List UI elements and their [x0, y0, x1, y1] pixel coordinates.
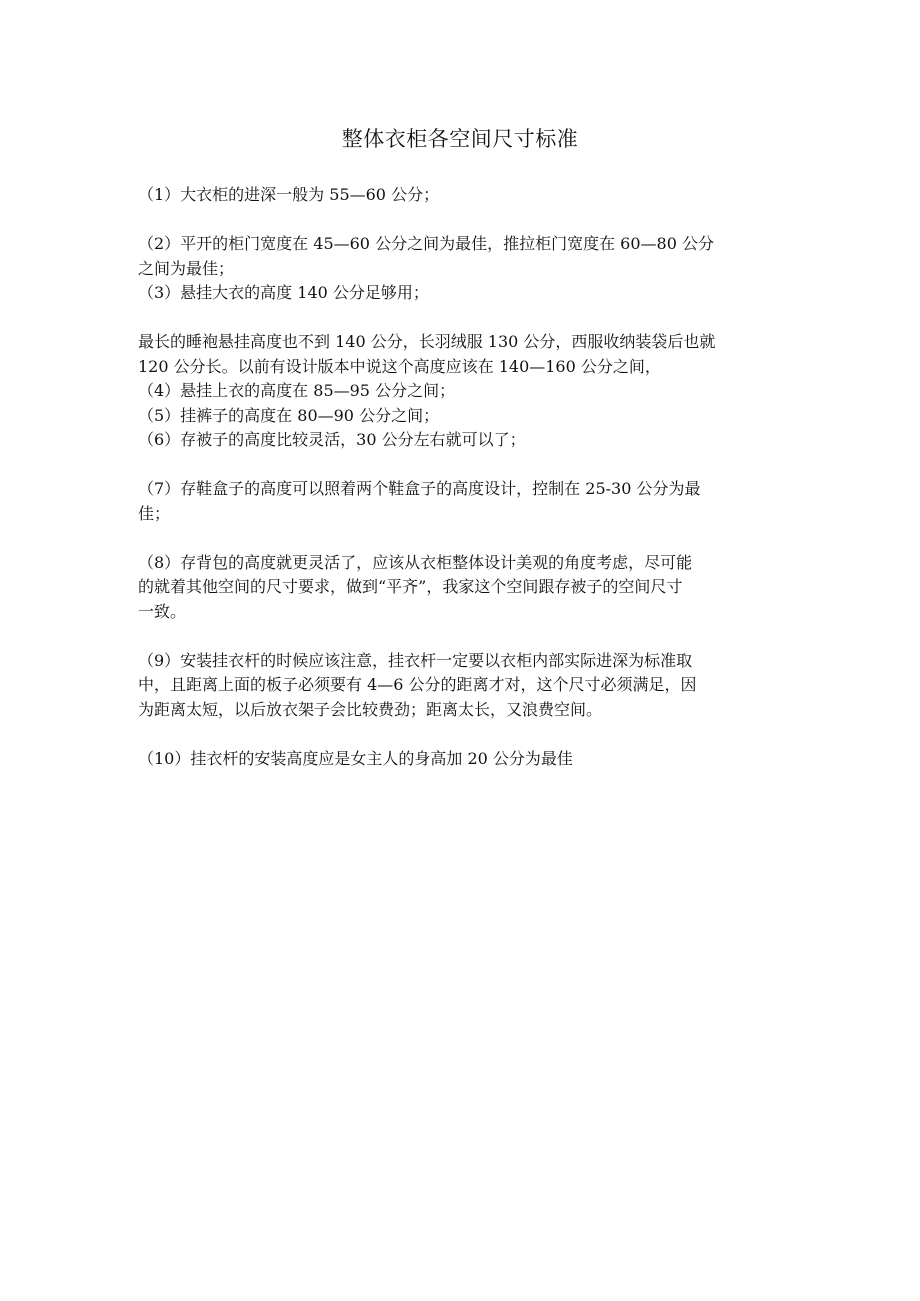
- paragraph-line-7a: （7）存鞋盒子的高度可以照着两个鞋盒子的高度设计，控制在 25-30 公分为最: [138, 479, 701, 498]
- paragraph-line-4: （4）悬挂上衣的高度在 85—95 公分之间；: [138, 381, 456, 400]
- paragraph-gap: [138, 453, 786, 478]
- paragraph-gap: [138, 208, 786, 233]
- paragraph-line-8b: 的就着其他空间的尺寸要求，做到“平齐”，我家这个空间跟存被子的空间尺寸: [138, 577, 683, 596]
- paragraph-line-8c: 一致。: [138, 601, 187, 621]
- paragraph-gap: [138, 306, 786, 331]
- paragraph-line-2a: （2）平开的柜门宽度在 45—60 公分之间为最佳，推拉柜门宽度在 60—80 公分: [138, 234, 714, 253]
- paragraph-line-9c: 为距离太短，以后放衣架子会比较费劲；距离太长，又浪费空间。: [138, 699, 603, 719]
- paragraph-line-1: （1）大衣柜的进深一般为 55—60 公分；: [138, 185, 440, 204]
- paragraph-line-6: （6）存被子的高度比较灵活，30 公分左右就可以了；: [138, 430, 526, 449]
- paragraph-gap: [138, 722, 786, 747]
- paragraph-line-7b: 佳；: [138, 503, 171, 523]
- paragraph-gap: [138, 526, 786, 551]
- paragraph-line-10: （10）挂衣杆的安装高度应是女主人的身高加 20 公分为最佳: [138, 748, 573, 768]
- paragraph-line-9b: 中，且距离上面的板子必须要有 4—6 公分的距离才对，这个尺寸必须满足，因: [138, 675, 697, 694]
- paragraph-line-note-b: 120 公分长。以前有设计版本中说这个高度应该在 140—160 公分之间，: [138, 356, 661, 376]
- paragraph-gap: [138, 624, 786, 649]
- document-body: [138, 183, 786, 771]
- paragraph-line-8a: （8）存背包的高度就更灵活了，应该从衣柜整体设计美观的角度考虑，尽可能: [138, 552, 693, 572]
- paragraph-line-note-a: 最长的睡袍悬挂高度也不到 140 公分，长羽绒服 130 公分，西服收纳装袋后也就: [138, 332, 716, 351]
- document-title: 整体衣柜各空间尺寸标准: [341, 127, 579, 151]
- paragraph-line-2b: 之间为最佳；: [138, 258, 235, 278]
- paragraph-line-3: （3）悬挂大衣的高度 140 公分足够用；: [138, 283, 429, 302]
- paragraph-line-5: （5）挂裤子的高度在 80—90 公分之间；: [138, 405, 440, 425]
- paragraph-line-9a: （9）安装挂衣杆的时候应该注意，挂衣杆一定要以衣柜内部实际进深为标准取: [138, 650, 693, 670]
